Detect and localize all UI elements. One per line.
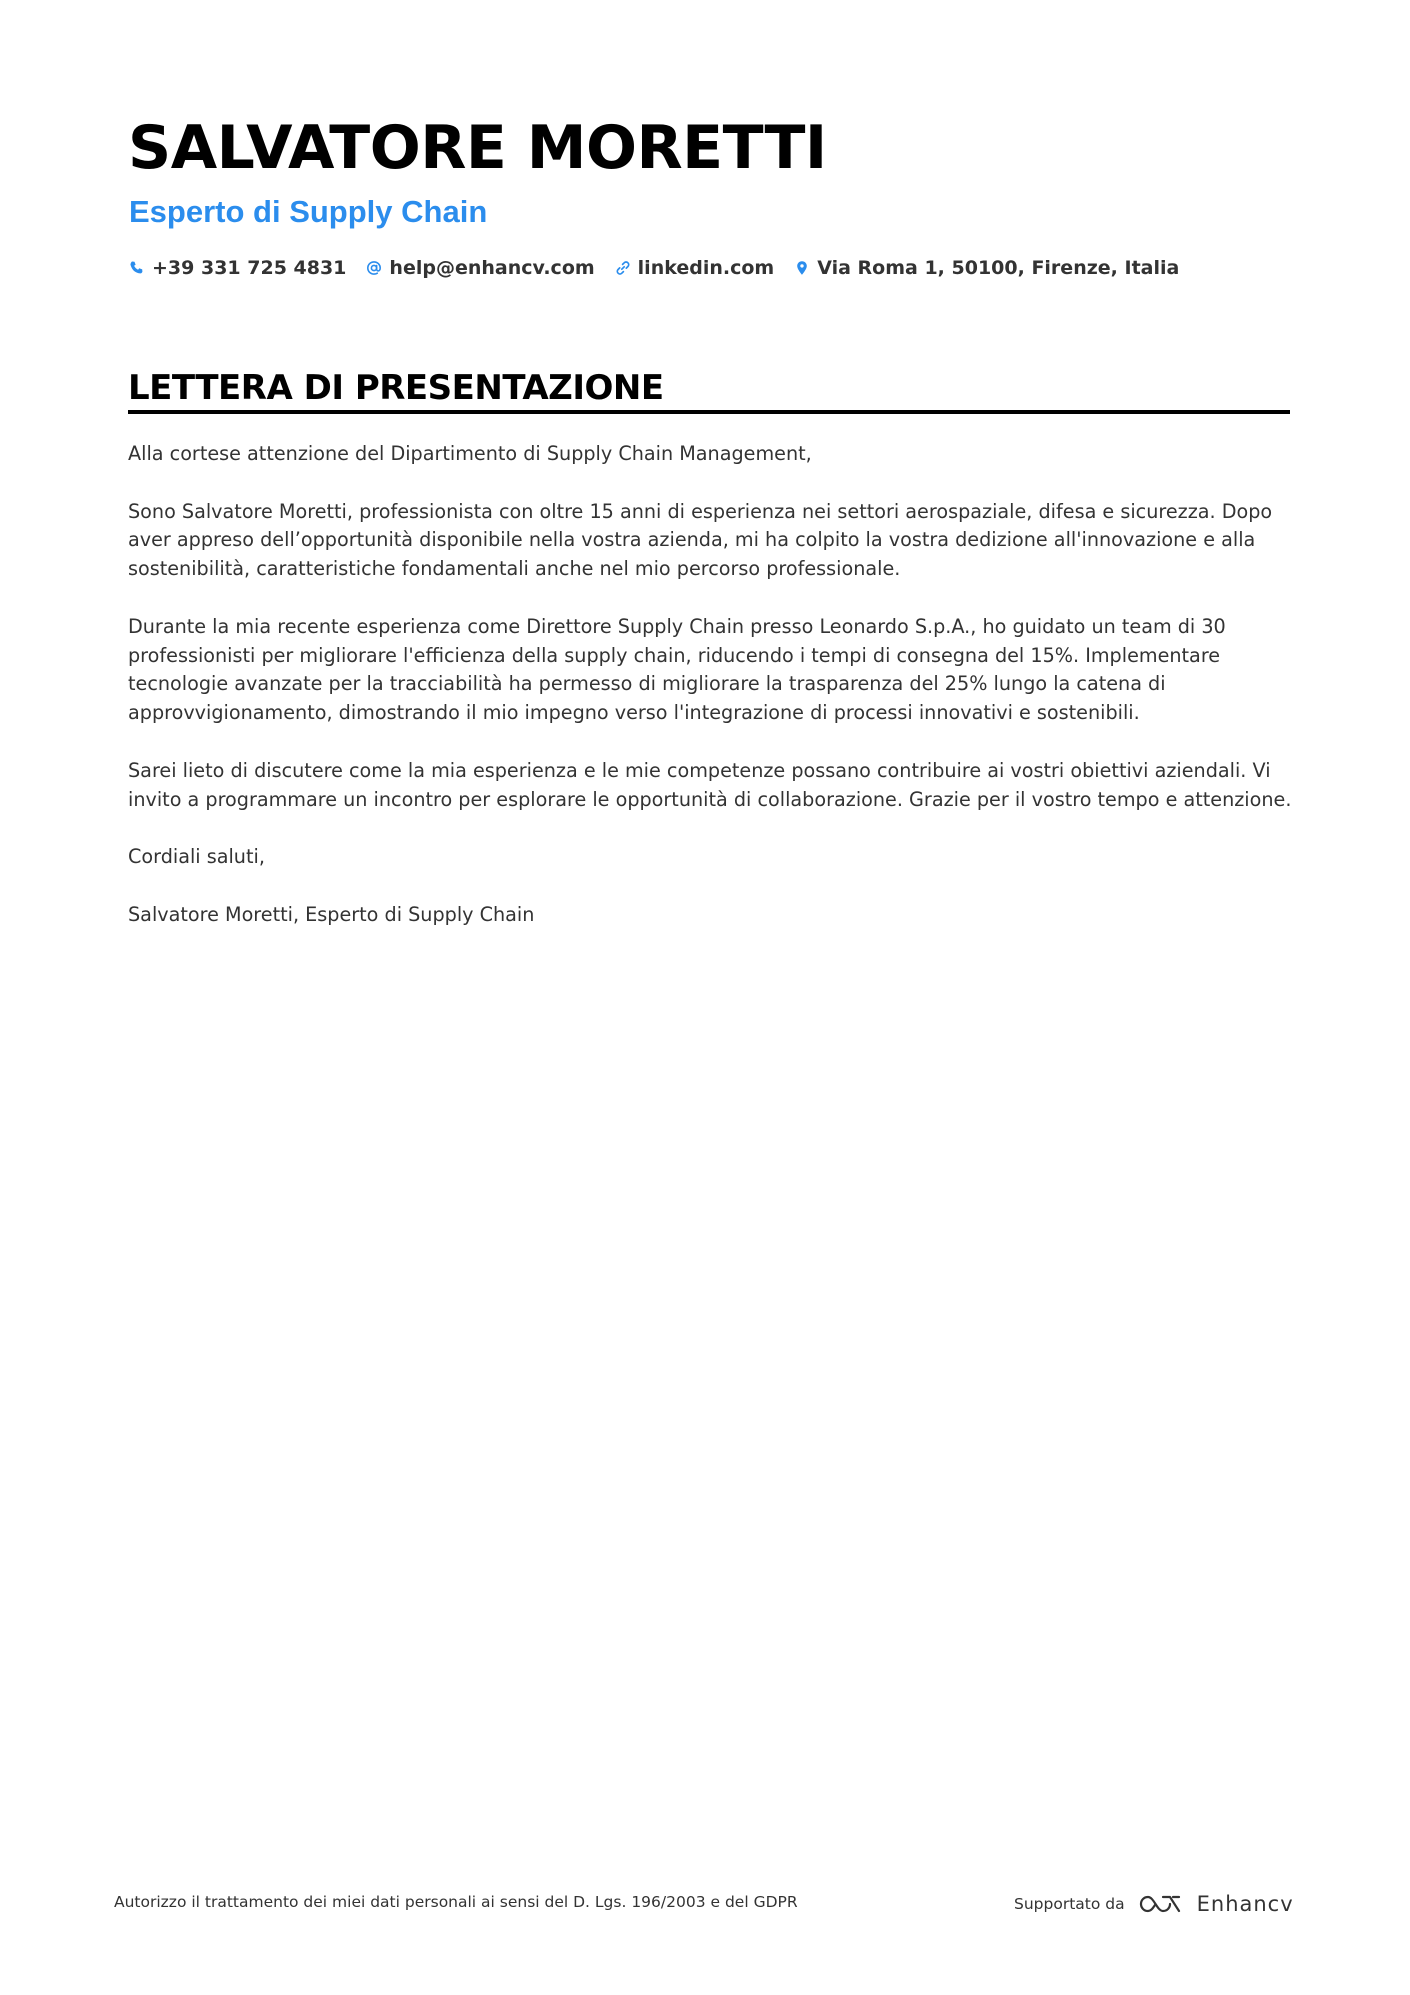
- phone-icon: [128, 259, 146, 277]
- letter-paragraph: Durante la mia recente esperienza come Direttore Supply Chain presso Leonardo S.p.A., ho guidato un team di 30 professionisti per migliorare l'efficienza della supply chain, riducendo i tempi di consegna del 15%. Implementare tecnologie avanzate per la tracciabilità ha permesso di migliorare la trasparenza del 25% lungo la catena di approvvigionamento, dimostrando il mio impegno verso l'integrazione di processi innovativi e sostenibili.: [128, 614, 1226, 725]
- contact-bar: [128, 253, 1198, 283]
- section-title: LETTERA DI PRESENTAZIONE: [128, 368, 664, 408]
- contact-address-text: Via Roma 1, 50100, Firenze, Italia: [817, 257, 1180, 279]
- letter-closing: Cordiali saluti,: [128, 845, 265, 869]
- candidate-name: SALVATORE MORETTI: [128, 113, 827, 183]
- contact-phone-text: +39 331 725 4831: [152, 257, 347, 279]
- contact-link[interactable]: [614, 257, 775, 279]
- at-icon: [365, 259, 383, 277]
- privacy-consent-note: Autorizzo il trattamento dei miei dati personali ai sensi del D. Lgs. 196/2003 e del GDPR: [114, 1893, 798, 1911]
- section-divider: [128, 410, 1290, 414]
- letter-signature: Salvatore Moretti, Esperto di Supply Chain: [128, 902, 535, 926]
- powered-by[interactable]: [1014, 1886, 1294, 1922]
- candidate-role: Esperto di Supply Chain: [129, 194, 488, 229]
- powered-by-label: Supportato da: [1014, 1895, 1125, 1913]
- letter-salutation: Alla cortese attenzione del Dipartimento di Supply Chain Management,: [128, 442, 812, 465]
- enhancv-brand: Enhancv: [1196, 1892, 1294, 1916]
- letter-paragraph: Sarei lieto di discutere come la mia esperienza e le mie competenze possano contribuire ai vostri obiettivi aziendali. Vi invito a programmare un incontro per esplorare le opportunità di collaborazione. Grazie per il vostro tempo e attenzione.: [128, 758, 1292, 811]
- letter-paragraph: Sono Salvatore Moretti, professionista con oltre 15 anni di esperienza nei settori aerospaziale, difesa e sicurezza. Dopo aver appreso dell’opportunità disponibile nella vostra azienda, mi ha colpito la vostra dedizione all'innovazione e alla sostenibilità, caratteristiche fondamentali anche nel mio percorso professionale.: [128, 499, 1273, 581]
- letter-body: [128, 440, 1293, 958]
- contact-link-text: linkedin.com: [637, 257, 775, 279]
- location-pin-icon: [793, 259, 811, 277]
- link-icon: [614, 259, 632, 277]
- contact-email[interactable]: [365, 257, 594, 279]
- contact-phone[interactable]: [128, 257, 346, 279]
- contact-address: [793, 257, 1179, 279]
- enhancv-logo-icon: [1137, 1891, 1183, 1917]
- contact-email-text: help@enhancv.com: [389, 257, 595, 279]
